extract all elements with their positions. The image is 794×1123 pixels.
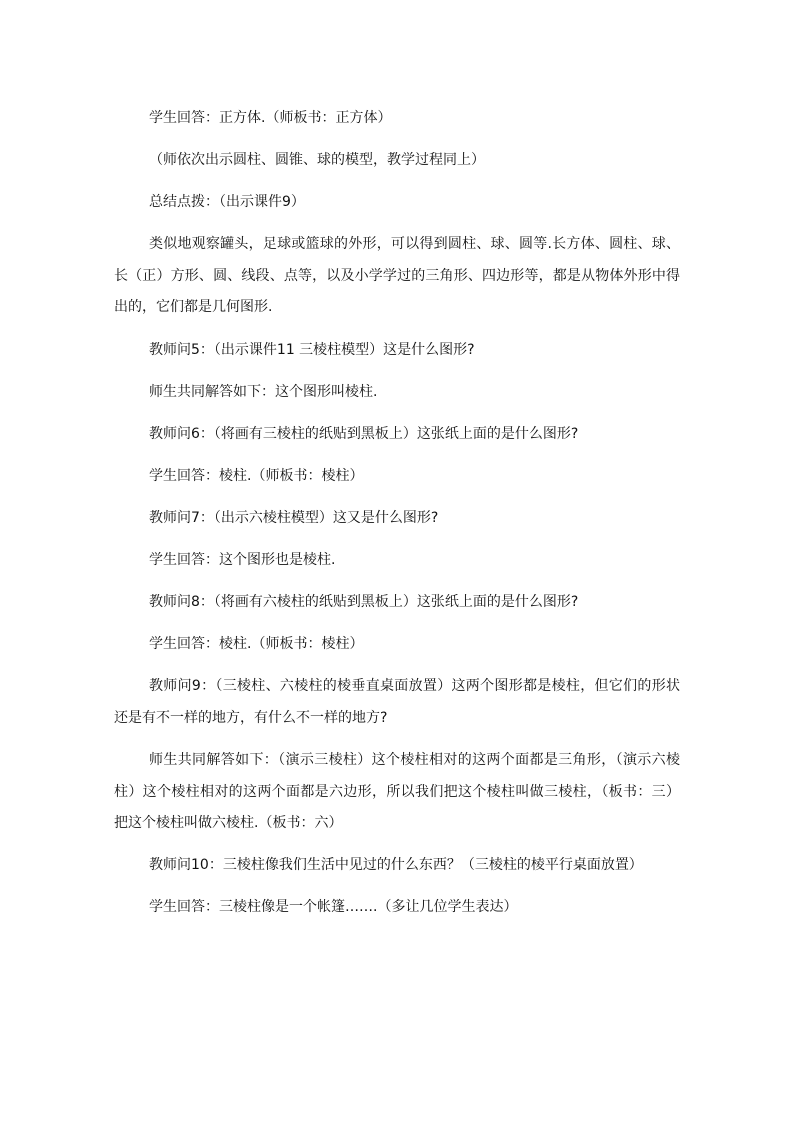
paragraph-teacher-shows-models: （师依次出示圆柱、圆锥、球的模型，教学过程同上） <box>149 152 485 169</box>
paragraph-student-answer-prism-2: 学生回答：棱柱.（师板书：棱柱） <box>149 636 364 653</box>
paragraph-joint-answer-prism: 师生共同解答如下：这个图形叫棱柱. <box>149 383 378 400</box>
paragraph-teacher-question-5: 教师问5：（出示课件11 三棱柱模型）这是什么图形? <box>149 341 475 358</box>
paragraph-student-answer-tent: 学生回答：三棱柱像是一个帐篷…….（多让几位学生表达） <box>149 899 518 916</box>
paragraph-student-answer-prism-1: 学生回答：棱柱.（师板书：棱柱） <box>149 467 364 484</box>
paragraph-student-answer-also-prism: 学生回答：这个图形也是棱柱. <box>149 552 336 569</box>
paragraph-joint-answer-triangular-hexagonal: 师生共同解答如下：（演示三棱柱）这个棱柱相对的这两个面都是三角形，（演示六棱柱）这个棱柱相对的这两个面都是六边形，所以我们把这个棱柱叫做三棱柱，（板书：三）把这个棱柱叫做六棱柱.（板书：六） <box>114 752 680 832</box>
paragraph-summary-heading: 总结点拨：（出示课件9） <box>149 194 305 211</box>
paragraph-student-answer-cube: 学生回答：正方体.（师板书：正方体） <box>149 110 392 126</box>
paragraph-teacher-question-9: 教师问9：（三棱柱、六棱柱的棱垂直桌面放置）这两个图形都是棱柱，但它们的形状还是有不一样的地方，有什么不一样的地方? <box>114 678 680 726</box>
paragraph-teacher-question-6: 教师问6：（将画有三棱柱的纸贴到黑板上）这张纸上面的是什么图形? <box>149 425 579 442</box>
paragraph-teacher-question-7: 教师问7：（出示六棱柱模型）这又是什么图形? <box>149 509 439 526</box>
paragraph-teacher-question-8: 教师问8：（将画有六棱柱的纸贴到黑板上）这张纸上面的是什么图形? <box>149 594 579 611</box>
paragraph-teacher-question-10: 教师问10：三棱柱像我们生活中见过的什么东西？（三棱柱的棱平行桌面放置） <box>149 857 643 874</box>
document-body <box>114 103 680 924</box>
paragraph-summary-text: 类似地观察罐头，足球或篮球的外形，可以得到圆柱、球、圆等.长方体、圆柱、球、长（正）方形、圆、线段、点等，以及小学学过的三角形、四边形等，都是从物体外形中得出的，它们都是几何图形. <box>114 236 680 316</box>
